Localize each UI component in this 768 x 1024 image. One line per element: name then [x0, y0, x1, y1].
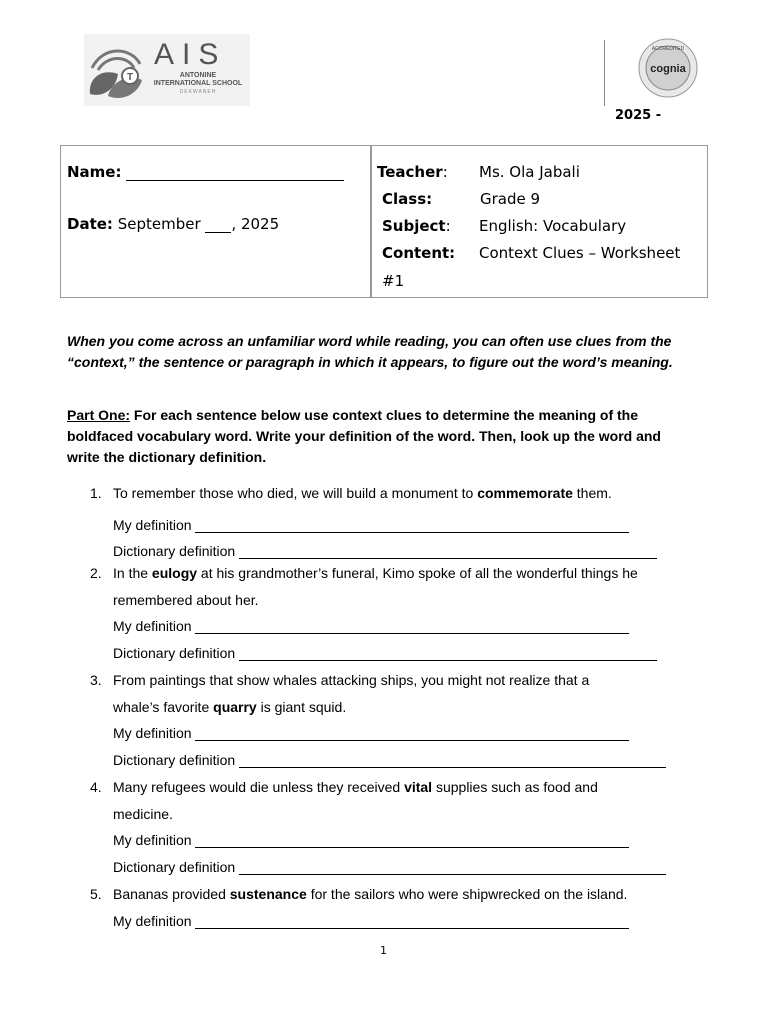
my-definition-field[interactable] [195, 914, 629, 929]
leaf-logo-icon [84, 34, 154, 106]
subject-value: English: Vocabulary [479, 217, 627, 235]
my-definition-row [113, 832, 629, 848]
part-one-label: Part One: [67, 407, 131, 423]
content-label: Content: [382, 244, 456, 262]
dictionary-definition-row [113, 752, 666, 768]
name-field-line[interactable] [126, 180, 344, 181]
vocab-word: vital [404, 779, 433, 795]
question-sentence [113, 779, 598, 795]
sentence-part: Many refugees would die unless they received [113, 779, 405, 795]
date-label: Date: [67, 215, 113, 233]
question-sentence-cont: medicine. [113, 806, 173, 822]
intro-paragraph: When you come across an unfamiliar word while reading, you can often use clues from the “context,” the sentence or paragraph in which it appears, to figure out the word’s meaning. [67, 333, 673, 370]
logo-location: DEKWANEH [179, 89, 217, 95]
my-definition-label: My definition [113, 618, 192, 634]
school-logo [84, 34, 250, 106]
vocab-word: quarry [213, 699, 257, 715]
dictionary-definition-field[interactable] [239, 646, 657, 661]
seal-brand-text: cognia [650, 63, 686, 75]
sentence-part: In the [113, 565, 152, 581]
question-number: 1. [90, 485, 102, 501]
dictionary-definition-row [113, 645, 657, 661]
my-definition-row [113, 618, 629, 634]
name-label: Name: [67, 163, 122, 181]
logo-name-line2: INTERNATIONAL SCHOOL [153, 80, 243, 87]
question-number: 5. [90, 886, 102, 902]
question-number: 2. [90, 565, 102, 581]
vocab-word: sustenance [229, 886, 307, 902]
my-definition-field[interactable] [195, 726, 629, 741]
teacher-label-wrap: Teacher: [377, 163, 448, 181]
seal-top-text: ACCREDITED [651, 46, 685, 52]
dictionary-definition-label: Dictionary definition [113, 752, 236, 768]
sentence-part: whale’s favorite [113, 699, 214, 715]
dictionary-definition-field[interactable] [239, 860, 666, 875]
sentence-part: is giant squid. [256, 699, 347, 715]
date-row [67, 215, 279, 233]
accreditation-seal-icon [638, 38, 698, 98]
teacher-label: Teacher [377, 163, 443, 181]
teacher-value: Ms. Ola Jabali [479, 163, 580, 181]
sentence-part: Bananas provided [113, 886, 230, 902]
dictionary-definition-field[interactable] [239, 753, 666, 768]
subject-label: Subject [382, 217, 446, 235]
logo-text: AIS [154, 38, 227, 71]
dictionary-definition-label: Dictionary definition [113, 859, 236, 875]
table-divider [370, 146, 372, 297]
logo-name-line1: ANTONINE [179, 72, 217, 79]
header-divider [604, 40, 605, 106]
my-definition-label: My definition [113, 725, 192, 741]
my-definition-label: My definition [113, 832, 192, 848]
dictionary-definition-label: Dictionary definition [113, 543, 236, 559]
year-label: 2025 - [615, 108, 662, 123]
part-one-text: For each sentence below use context clues to determine the meaning of the boldfaced vocabulary word. Write your definition of the word. Then, look up the word and write the dictionary definition. [67, 407, 661, 465]
question-number: 3. [90, 672, 102, 688]
content-value-cont: #1 [382, 272, 405, 290]
my-definition-label: My definition [113, 913, 192, 929]
vocab-word: commemorate [477, 485, 573, 501]
dictionary-definition-label: Dictionary definition [113, 645, 236, 661]
question-number: 4. [90, 779, 102, 795]
my-definition-field[interactable] [195, 833, 629, 848]
sentence-part: them. [572, 485, 612, 501]
question-sentence-cont [113, 699, 346, 715]
date-suffix: , 2025 [231, 215, 280, 233]
class-label: Class: [382, 190, 433, 208]
my-definition-row [113, 913, 629, 929]
class-value: Grade 9 [480, 190, 541, 208]
dictionary-definition-row [113, 859, 666, 875]
question-sentence [113, 485, 612, 501]
date-prefix: September [117, 215, 201, 233]
question-sentence: From paintings that show whales attacking ships, you might not realize that a [113, 672, 590, 688]
dictionary-definition-row [113, 543, 657, 559]
sentence-part: To remember those who died, we will build a monument to [113, 485, 478, 501]
dictionary-definition-field[interactable] [239, 544, 657, 559]
my-definition-row [113, 725, 629, 741]
question-sentence [113, 565, 638, 581]
page-number: 1 [380, 944, 387, 957]
my-definition-field[interactable] [195, 619, 629, 634]
sentence-part: supplies such as food and [432, 779, 598, 795]
sentence-part: for the sailors who were shipwrecked on the island. [306, 886, 628, 902]
subject-label-wrap: Subject: [382, 217, 451, 235]
sentence-part: at his grandmother’s funeral, Kimo spoke of all the wonderful things he [197, 565, 638, 581]
question-sentence-cont: remembered about her. [113, 592, 259, 608]
part-one-instructions [67, 405, 687, 468]
my-definition-row [113, 517, 629, 533]
my-definition-label: My definition [113, 517, 192, 533]
date-day-blank[interactable] [205, 218, 231, 233]
content-value: Context Clues – Worksheet [479, 244, 681, 262]
question-sentence [113, 886, 627, 902]
vocab-word: eulogy [151, 565, 198, 581]
my-definition-field[interactable] [195, 518, 629, 533]
svg-text:T: T [126, 72, 134, 83]
